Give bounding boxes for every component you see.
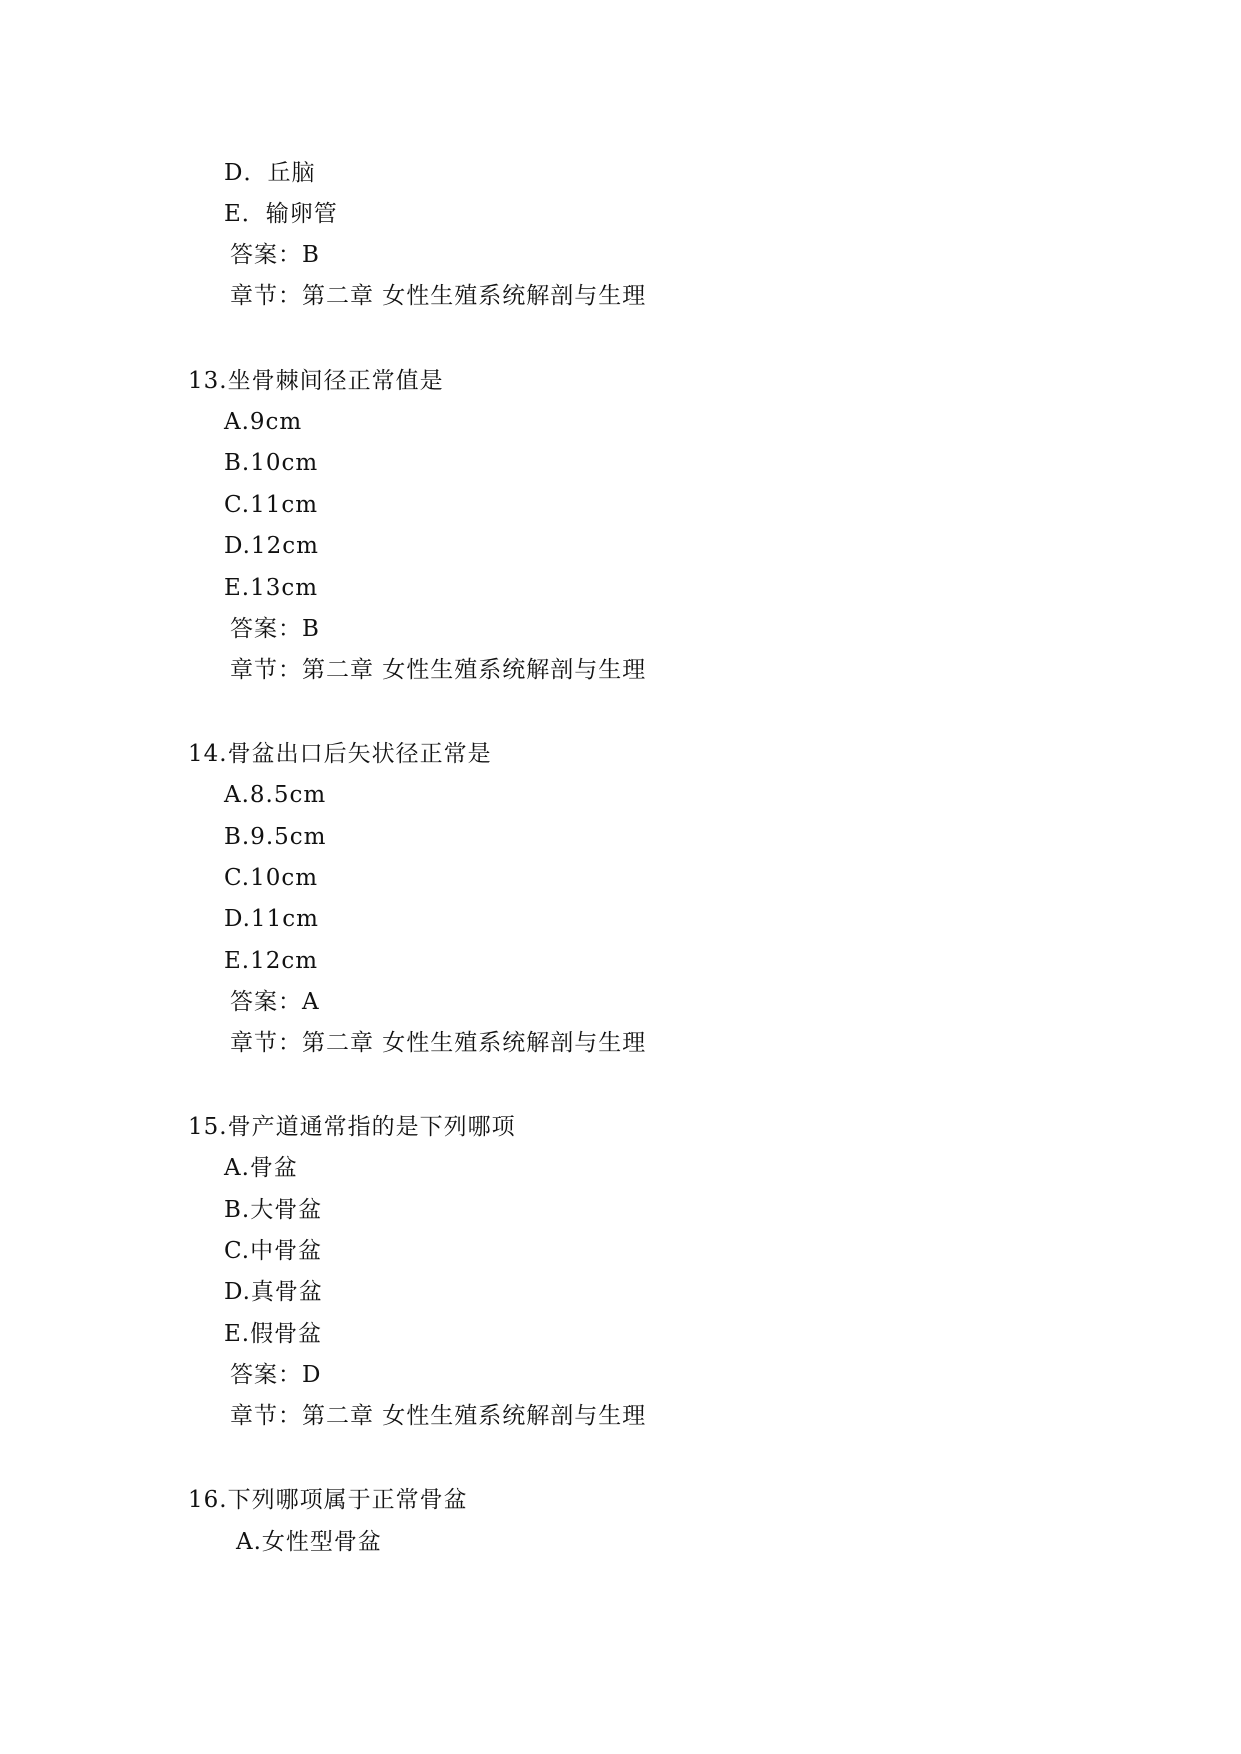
question-stem: 15.骨产道通常指的是下列哪项 bbox=[188, 1114, 516, 1140]
answer-line: 答案：B bbox=[230, 242, 320, 268]
chapter-line: 章节：第二章 女性生殖系统解剖与生理 bbox=[230, 1403, 647, 1429]
chapter-line: 章节：第二章 女性生殖系统解剖与生理 bbox=[230, 283, 647, 309]
option-line: C.11cm bbox=[224, 492, 319, 518]
chapter-line: 章节：第二章 女性生殖系统解剖与生理 bbox=[230, 657, 647, 683]
answer-line: 答案：D bbox=[230, 1362, 322, 1388]
option-line: A.9cm bbox=[224, 409, 303, 435]
option-line: D.12cm bbox=[224, 533, 319, 559]
option-line: D.11cm bbox=[224, 906, 319, 932]
option-line: E.12cm bbox=[224, 948, 319, 974]
option-line: A.骨盆 bbox=[224, 1155, 298, 1181]
question-stem: 13.坐骨棘间径正常值是 bbox=[188, 368, 444, 394]
option-line: E．输卵管 bbox=[224, 201, 338, 227]
option-line: A.女性型骨盆 bbox=[236, 1529, 382, 1555]
option-line: B.10cm bbox=[224, 450, 319, 476]
answer-line: 答案：B bbox=[230, 616, 320, 642]
option-line: B.9.5cm bbox=[224, 824, 327, 850]
option-line: A.8.5cm bbox=[224, 782, 327, 808]
option-line: E.假骨盆 bbox=[224, 1321, 323, 1347]
option-line: B.大骨盆 bbox=[224, 1197, 323, 1223]
option-line: D．丘脑 bbox=[224, 160, 316, 186]
question-stem: 16.下列哪项属于正常骨盆 bbox=[188, 1487, 468, 1513]
question-stem: 14.骨盆出口后矢状径正常是 bbox=[188, 741, 492, 767]
option-line: D.真骨盆 bbox=[224, 1279, 323, 1305]
chapter-line: 章节：第二章 女性生殖系统解剖与生理 bbox=[230, 1030, 647, 1056]
option-line: E.13cm bbox=[224, 575, 319, 601]
option-line: C.中骨盆 bbox=[224, 1238, 323, 1264]
answer-line: 答案：A bbox=[230, 989, 320, 1015]
option-line: C.10cm bbox=[224, 865, 319, 891]
